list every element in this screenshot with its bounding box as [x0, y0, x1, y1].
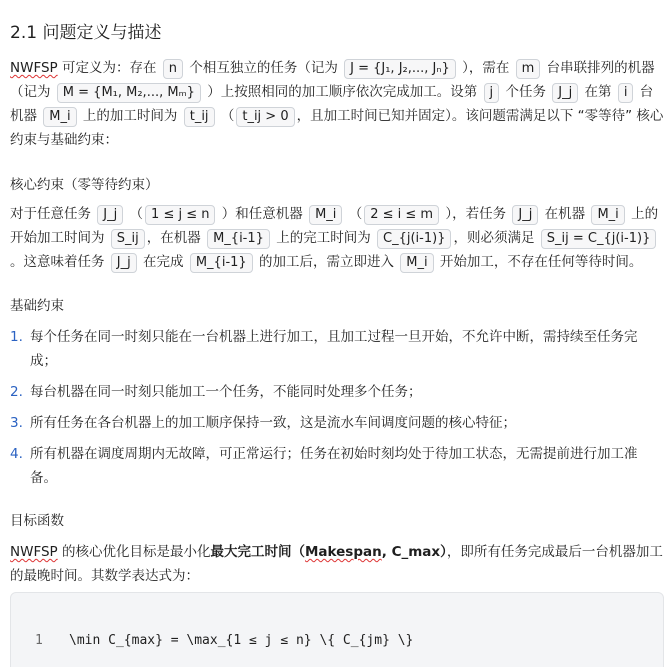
inline-code: S_ij = C_{j(i-1)}: [541, 229, 657, 249]
list-text: 所有机器在调度周期内无故障，可正常运行；任务在初始时刻均处于待加工状态，无需提前进行加工准备。: [30, 446, 638, 486]
list-text: 每个任务在同一时刻只能在一台机器上进行加工，且加工过程一旦开始，不允许中断，需持续至任务完成；: [30, 329, 638, 369]
inline-code: J_j: [512, 205, 538, 225]
inline-code: m: [516, 59, 541, 79]
inline-code: 1 ≤ j ≤ n: [145, 205, 215, 225]
code-block[interactable]: [10, 592, 664, 667]
nwfsp-term: NWFSP: [10, 60, 58, 76]
list-number: 2.: [10, 384, 23, 400]
inline-code: J_j: [552, 83, 578, 103]
list-item: [10, 442, 664, 490]
inline-code: t_ij: [184, 107, 215, 127]
nwfsp-term: NWFSP: [10, 544, 58, 560]
inline-code: M_i: [309, 205, 342, 225]
inline-code: M_i: [400, 253, 433, 273]
inline-code: J_j: [97, 205, 123, 225]
list-number: 4.: [10, 446, 23, 462]
line-number: 1: [35, 633, 43, 648]
objective-paragraph: NWFSP 的核心优化目标是最小化最大完工时间（Makespan, C_max），即所有任务完成最后一台机器加工的最晚时间。其数学表达式为：: [10, 544, 663, 584]
inline-code: M_i: [43, 107, 76, 127]
inline-code: i: [618, 83, 634, 103]
inline-code: M_{i-1}: [190, 253, 253, 273]
inline-code: n: [163, 59, 183, 79]
inline-code: C_{j(i-1)}: [377, 229, 451, 249]
inline-code: M_i: [591, 205, 624, 225]
definition-paragraph: NWFSP 可定义为：存在 n 个相互独立的任务（记为 J = {J₁, J₂,..., Jₙ} ），需在 m 台串联排列的机器（记为 M = {M₁, M₂,..., Mₘ} ）上按照相同的加工顺序依次完成加工。设第 j 个任务 J_j 在第 i 台机器 M_i 上的加工时间为 t_ij （ t_ij > 0 ，且加工时间已知并固定）。该问题需满足以下 “零等待” 核心约束与基础约束：: [10, 60, 664, 148]
list-item: [10, 380, 664, 404]
constraint-list: [10, 325, 664, 497]
inline-code: M = {M₁, M₂,..., Mₘ}: [57, 83, 201, 103]
section-title: 2.1 问题定义与描述: [10, 23, 162, 43]
makespan-term: Makespan: [304, 544, 382, 560]
inline-code: t_ij > 0: [236, 107, 294, 127]
inline-code: S_ij: [111, 229, 145, 249]
objective-heading: 目标函数: [10, 513, 64, 529]
inline-code: M_{i-1}: [207, 229, 270, 249]
code-line: \min C_{max} = \max_{1 ≤ j ≤ n} \{ C_{jm} \}: [69, 633, 414, 648]
inline-code: J_j: [111, 253, 137, 273]
inline-code: j: [484, 83, 500, 103]
inline-code: J = {J₁, J₂,..., Jₙ}: [344, 59, 456, 79]
list-item: [10, 411, 664, 435]
list-item: [10, 325, 664, 373]
core-constraint-paragraph: 对于任意任务 J_j （ 1 ≤ j ≤ n ）和任意机器 M_i （ 2 ≤ i ≤ m ），若任务 J_j 在机器 M_i 上的开始加工时间为 S_ij ，在机器 M_{i-1} 上的完工时间为 C_{j(i-1)} ，则必须满足 S_ij = C_{j(i-1)}。这意味着任务 J_j 在完成 M_{i-1} 的加工后，需立即进入 M_i 开始加工，不存在任何等待时间。: [10, 202, 664, 274]
core-constraint-heading: 核心约束（零等待约束）: [10, 177, 159, 193]
list-text: 每台机器在同一时刻只能加工一个任务，不能同时处理多个任务；: [30, 384, 422, 400]
inline-code: 2 ≤ i ≤ m: [364, 205, 439, 225]
basic-constraint-heading: 基础约束: [10, 298, 64, 314]
list-number: 1.: [10, 329, 23, 345]
list-text: 所有任务在各台机器上的加工顺序保持一致，这是流水车间调度问题的核心特征；: [30, 415, 516, 431]
list-number: 3.: [10, 415, 23, 431]
